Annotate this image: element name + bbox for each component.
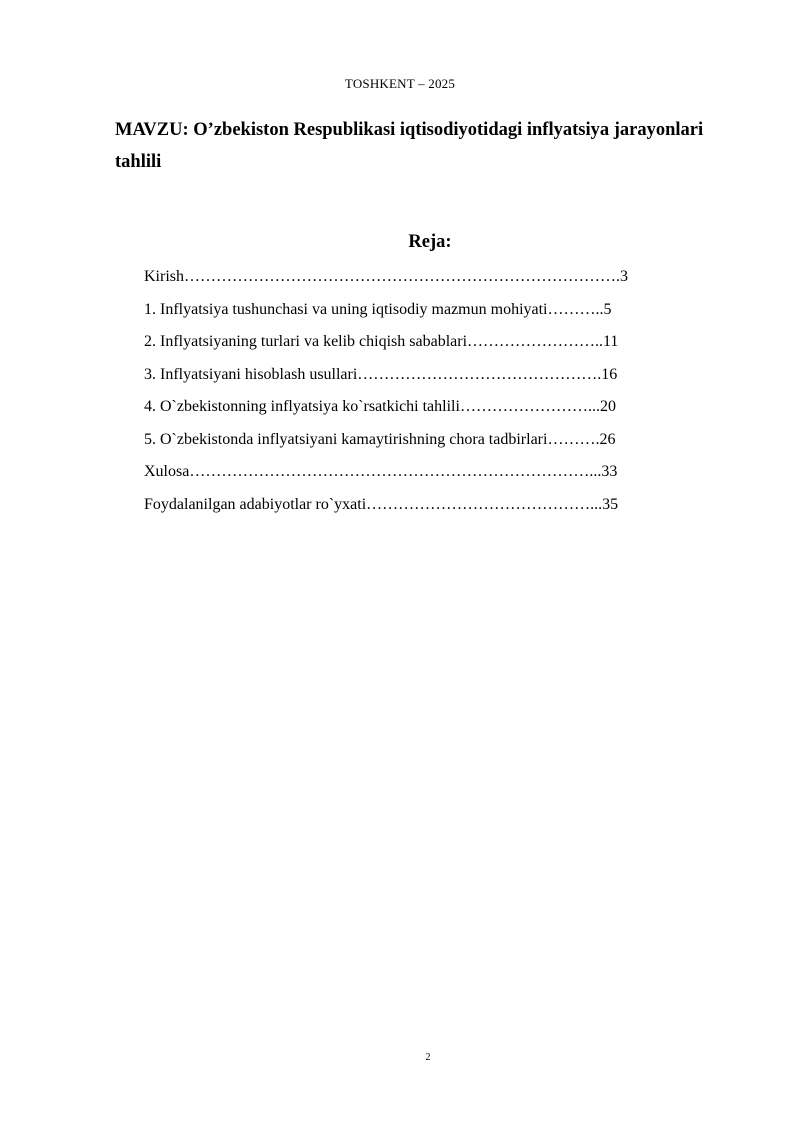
toc-item-chapter-2: 2. Inflyatsiyaning turlari va kelib chiqish sabablari……………………..11	[144, 333, 619, 350]
topic-heading: MAVZU: O’zbekiston Respublikasi iqtisodiyotidagi inflyatsiya jarayonlari tahlili	[115, 120, 704, 172]
toc-item-chapter-4: 4. O`zbekistonning inflyatsiya ko`rsatkichi tahlili……………………...20	[144, 398, 616, 415]
city-year-line: TOSHKENT – 2025	[344, 76, 456, 91]
table-of-contents	[144, 264, 724, 524]
plan-title: Reja:	[408, 232, 452, 252]
toc-item-conclusion: Xulosa…………………………………………………………………...33	[144, 463, 618, 480]
page-number: 2	[425, 1052, 431, 1063]
toc-item-chapter-3: 3. Inflyatsiyani hisoblash usullari……………………………………….16	[144, 365, 618, 383]
toc-item-references: Foydalanilgan adabiyotlar ro`yxati……………………………………...35	[144, 495, 619, 513]
toc-item-introduction: Kirish……………………………………………………………………….3	[144, 268, 628, 285]
toc-item-chapter-5: 5. O`zbekistonda inflyatsiyani kamaytirishning chora tadbirlari……….26	[144, 430, 616, 448]
toc-item-chapter-1: 1. Inflyatsiya tushunchasi va uning iqtisodiy mazmun mohiyati………..5	[144, 300, 612, 318]
